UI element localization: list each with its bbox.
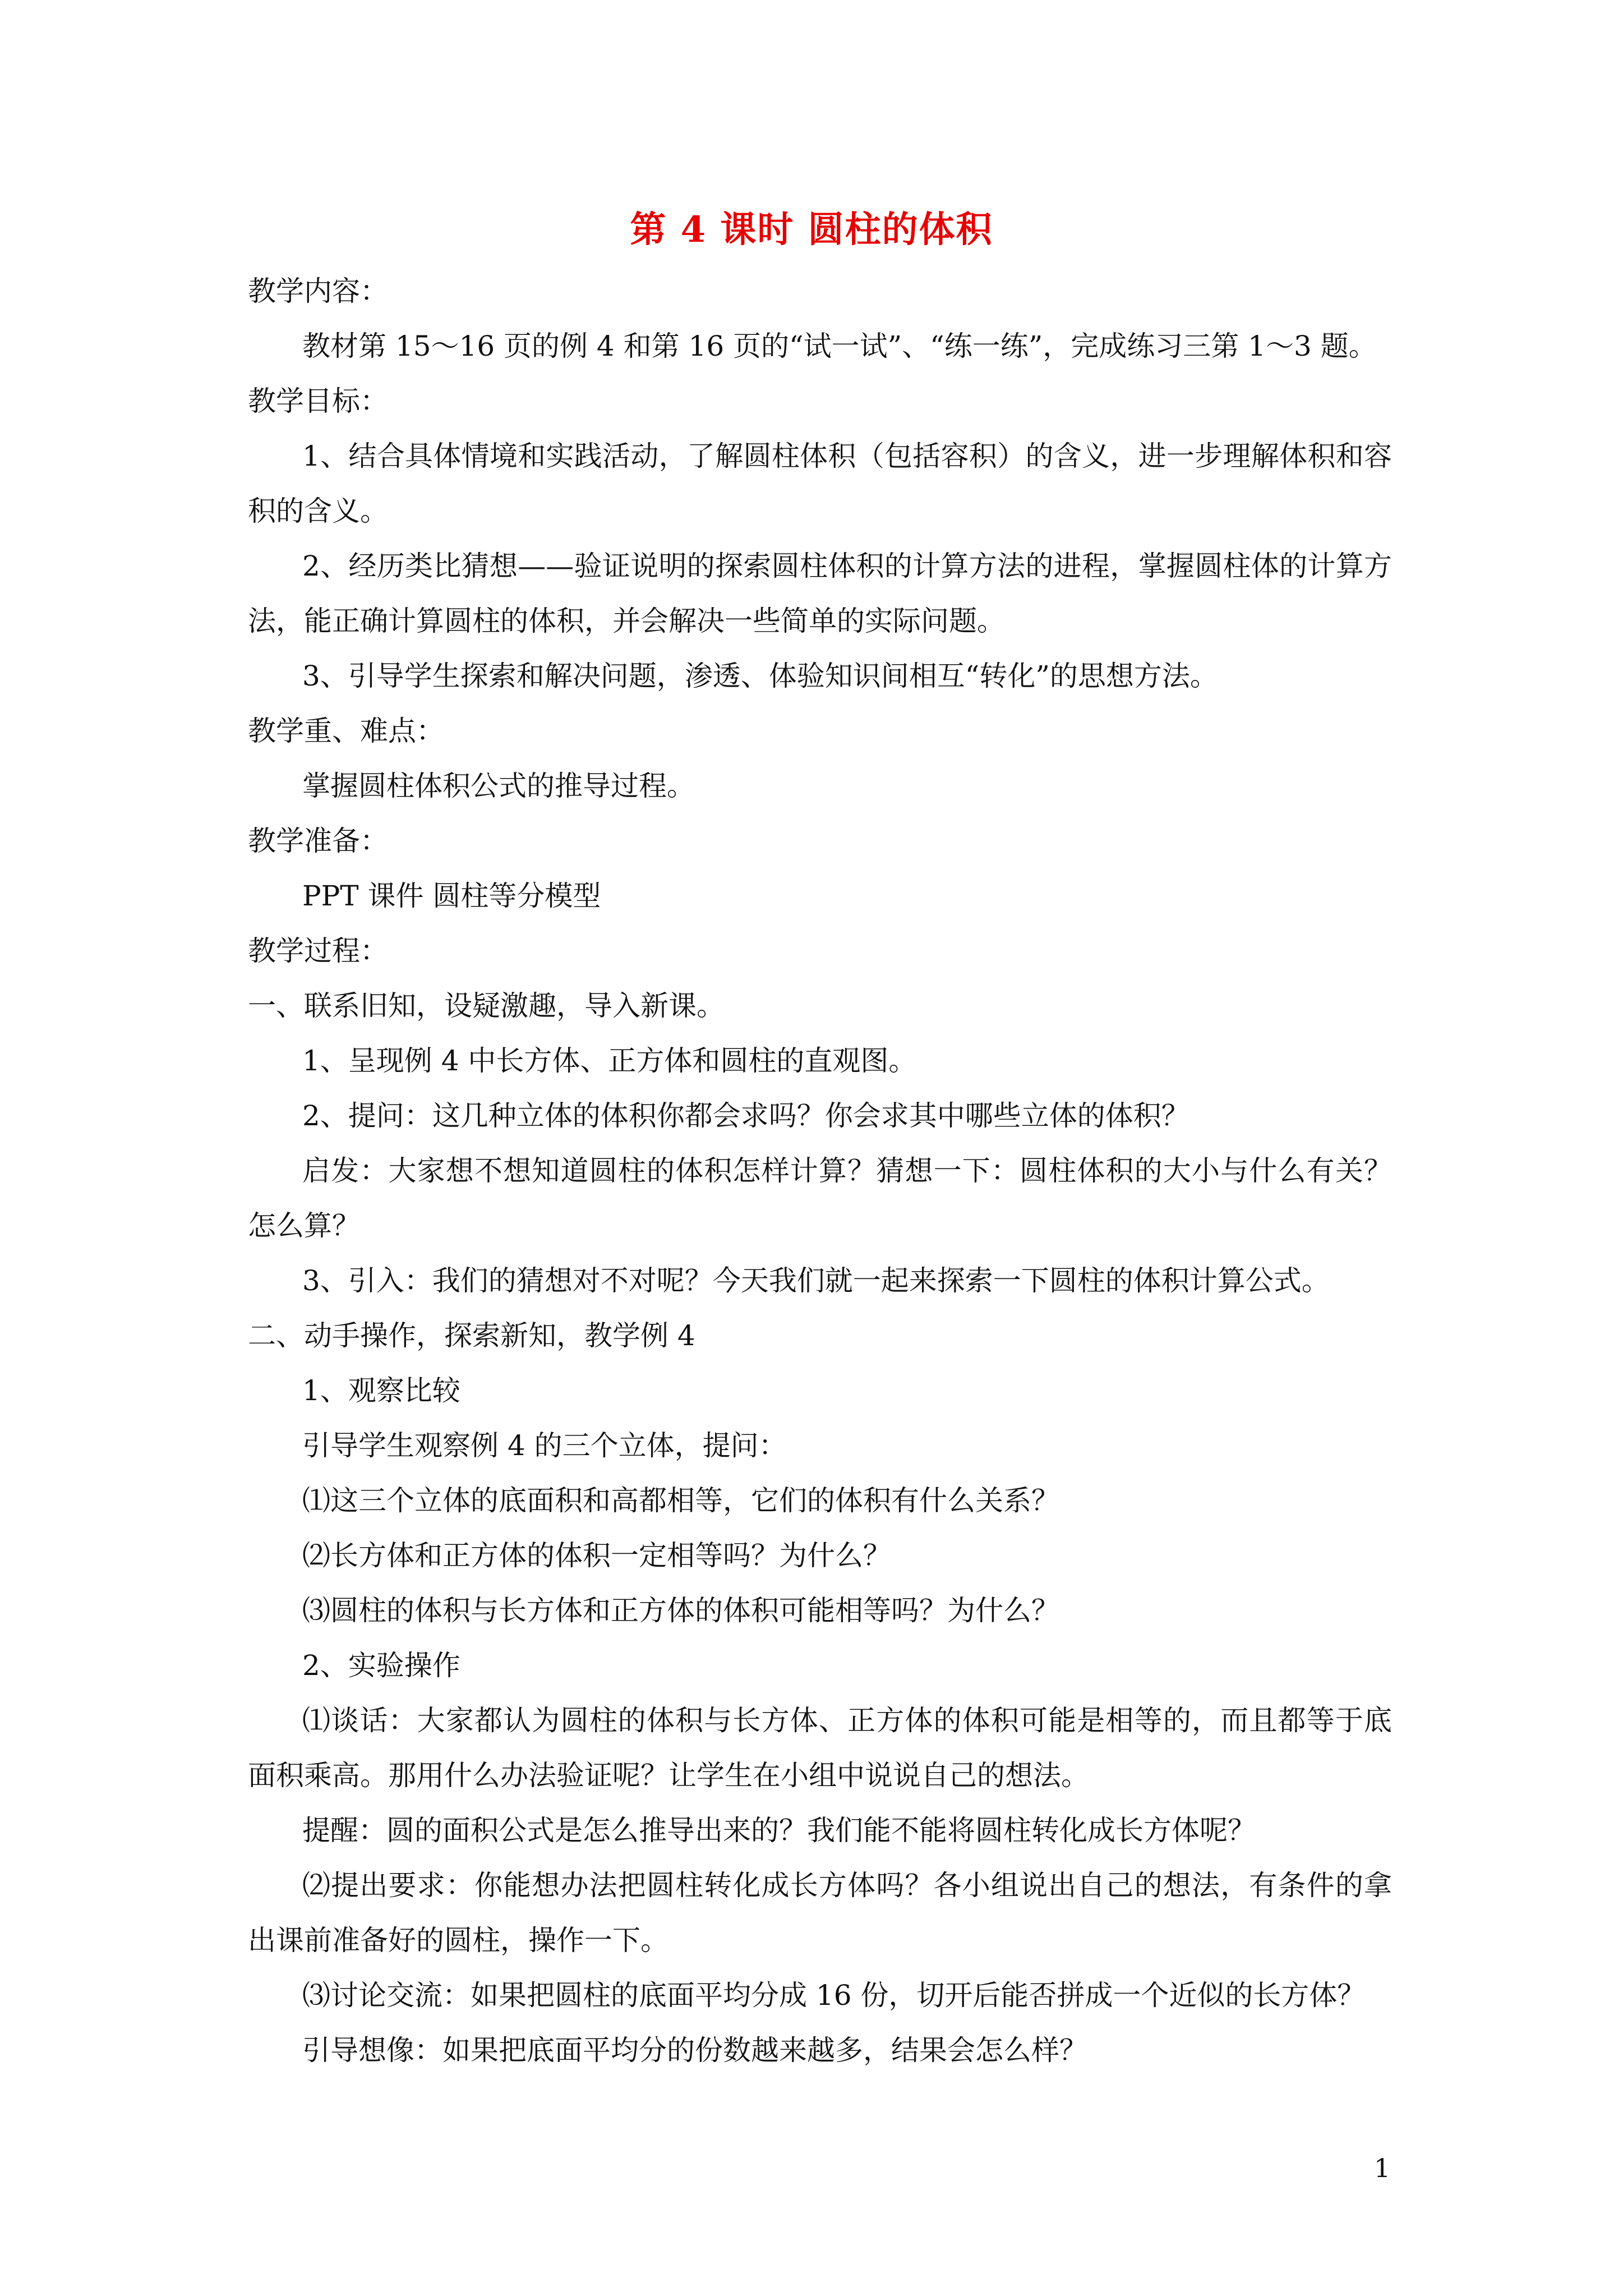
paragraph-step-2: 2、提问：这几种立体的体积你都会求吗？你会求其中哪些立体的体积？	[302, 1099, 1189, 1132]
paragraph-requirement: ⑵提出要求：你能想办法把圆柱转化成长方体吗？各小组说出自己的想法，有条件的拿出课前准备好的圆柱，操作一下。	[248, 1869, 1392, 1957]
lesson-title: 第 4 课时 圆柱的体积	[630, 209, 993, 251]
section-heading-content: 教学内容：	[248, 275, 388, 307]
paragraph-experiment: 2、实验操作	[302, 1649, 460, 1682]
section-heading-preparation: 教学准备：	[248, 825, 388, 857]
paragraph-goal-1: 1、结合具体情境和实践活动，了解圆柱体积（包括容积）的含义，进一步理解体积和容积的含义。	[248, 440, 1392, 527]
part-two-heading: 二、动手操作，探索新知，教学例 4	[248, 1319, 695, 1352]
paragraph-textbook-pages: 教材第 15～16 页的例 4 和第 16 页的“试一试”、“练一练”，完成练习三第 1～3 题。	[302, 330, 1377, 362]
paragraph-observe-compare: 1、观察比较	[302, 1374, 460, 1407]
paragraph-exchange: ⑶讨论交流：如果把圆柱的底面平均分成 16 份，切开后能否拼成一个近似的长方体？	[302, 1979, 1366, 2012]
lesson-body	[248, 264, 1392, 2078]
paragraph-inspire: 启发：大家想不想知道圆柱的体积怎样计算？猜想一下：圆柱体积的大小与什么有关？怎么算？	[248, 1154, 1392, 1242]
paragraph-goal-2: 2、经历类比猜想——验证说明的探索圆柱体积的计算方法的进程，掌握圆柱体的计算方法，能正确计算圆柱的体积，并会解决一些简单的实际问题。	[248, 550, 1392, 637]
page-number: 1	[1374, 2153, 1391, 2183]
part-one-heading: 一、联系旧知，设疑激趣，导入新课。	[248, 990, 725, 1022]
paragraph-goal-3: 3、引导学生探索和解决问题，渗透、体验知识间相互“转化”的思想方法。	[302, 660, 1218, 692]
paragraph-imagine: 引导想像：如果把底面平均分的份数越来越多，结果会怎么样？	[302, 2034, 1087, 2067]
paragraph-question-3: ⑶圆柱的体积与长方体和正方体的体积可能相等吗？为什么？	[302, 1594, 1059, 1627]
paragraph-question-1: ⑴这三个立体的底面积和高都相等，它们的体积有什么关系？	[302, 1484, 1059, 1517]
section-heading-goals: 教学目标：	[248, 385, 388, 417]
paragraph-discussion: ⑴谈话：大家都认为圆柱的体积与长方体、正方体的体积可能是相等的，而且都等于底面积乘高。那用什么办法验证呢？让学生在小组中说说自己的想法。	[248, 1704, 1392, 1792]
section-heading-process: 教学过程：	[248, 935, 388, 967]
paragraph-guide-observe: 引导学生观察例 4 的三个立体，提问：	[302, 1429, 787, 1462]
paragraph-key-point: 掌握圆柱体积公式的推导过程。	[302, 770, 695, 802]
paragraph-step-3: 3、引入：我们的猜想对不对呢？今天我们就一起来探索一下圆柱的体积计算公式。	[302, 1264, 1330, 1297]
paragraph-question-2: ⑵长方体和正方体的体积一定相等吗？为什么？	[302, 1539, 891, 1572]
paragraph-step-1: 1、呈现例 4 中长方体、正方体和圆柱的直观图。	[302, 1045, 917, 1077]
paragraph-materials: PPT 课件 圆柱等分模型	[302, 880, 601, 912]
paragraph-reminder: 提醒：圆的面积公式是怎么推导出来的？我们能不能将圆柱转化成长方体呢？	[302, 1814, 1256, 1847]
section-heading-key-points: 教学重、难点：	[248, 715, 444, 747]
